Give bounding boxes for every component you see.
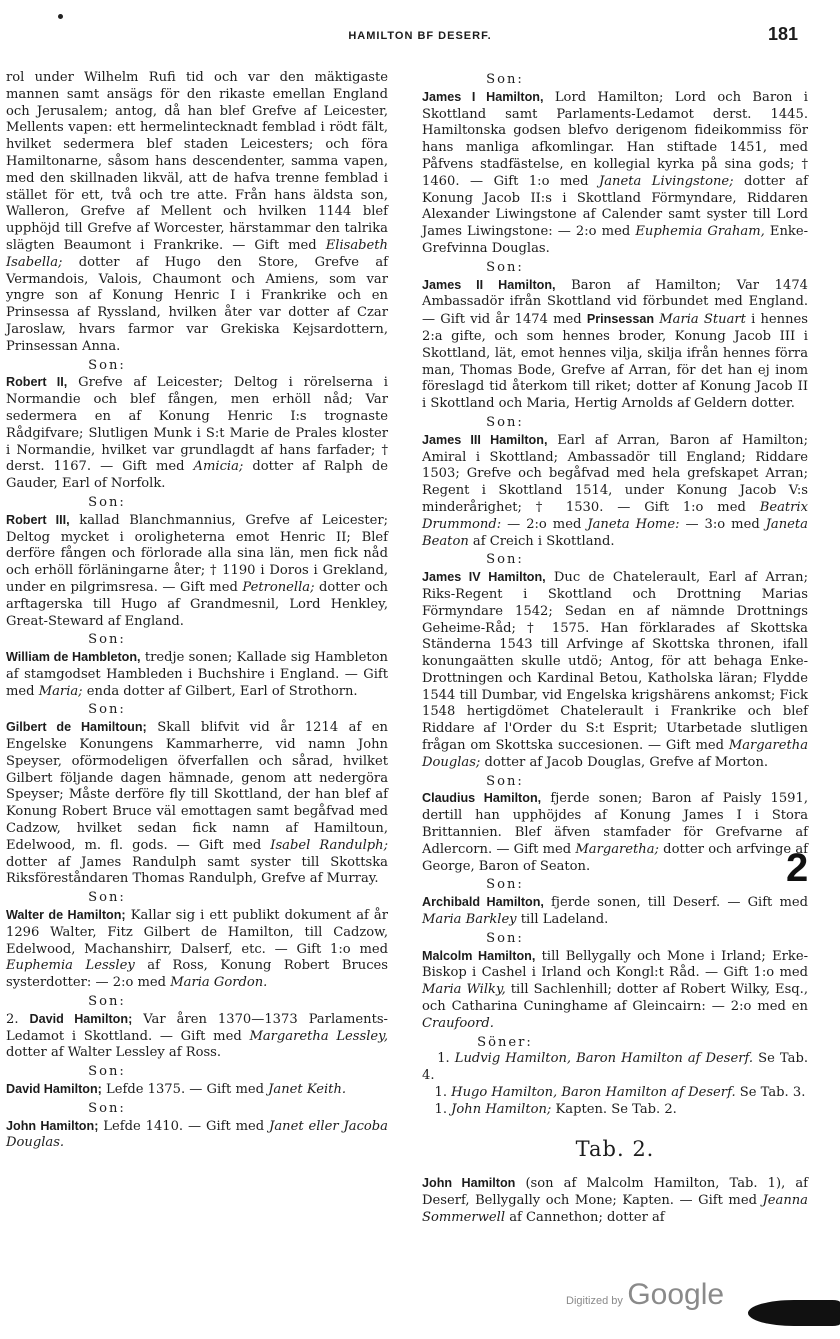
person-name: James II Hamilton,: [422, 277, 556, 292]
son-label: Son:: [88, 1064, 126, 1080]
person-name: David Hamilton;: [29, 1011, 133, 1026]
son-label: Son:: [88, 994, 126, 1010]
person-name: Gilbert de Hamiltoun;: [6, 720, 147, 735]
left-entry: William de Hambleton, tredje sonen; Kallade sig Hambleton af stamgodset Hambleden i Buchshire i England. — Gift med Maria; enda dotter af Gilbert, Earl of Strothorn.: [6, 650, 388, 699]
son-label: Son:: [486, 259, 524, 275]
person-name: Archibald Hamilton,: [422, 895, 544, 910]
left-entry: David Hamilton; Lefde 1375. — Gift med Janet Keith.: [6, 1082, 347, 1098]
left-entry: Walter de Hamilton; Kallar sig i ett publikt dokument af år 1296 Walter, Fitz Gilbert de Hamilton, till Cadzow, Edelwood, Machanshirr, Dalserf, etc. — Gift 1:o med Euphemia Lessley af Ross, Konung Robert Bruces systerdotter: — 2:o med Maria Gordon.: [6, 908, 388, 991]
spouse-name: Euphemia Graham,: [635, 224, 765, 240]
spouse-name: Maria Stuart: [659, 312, 746, 328]
spouse-name: Maria Gordon.: [170, 975, 268, 991]
person-name: James I Hamilton,: [422, 89, 544, 104]
person-name: James III Hamilton,: [422, 432, 548, 447]
son-label: Son:: [486, 773, 524, 789]
spouse-name: Craufoord.: [422, 1015, 494, 1031]
spouse-name: Isabel Randulph;: [270, 837, 388, 853]
left-entry: 2. David Hamilton; Var åren 1370—1373 Parlaments-Ledamot i Skottland. — Gift med Margaretha Lessley, dotter af Walter Lessley af Ross.: [6, 1011, 388, 1061]
person-name: John Hamilton: [422, 1176, 516, 1191]
spouse-name: Ludvig Hamilton, Baron Hamilton af Deserf.: [454, 1051, 754, 1067]
digitized-by-label: Digitized by: [566, 1295, 623, 1307]
person-name: Malcolm Hamilton,: [422, 948, 536, 963]
person-name: David Hamilton;: [6, 1082, 102, 1097]
spouse-name: Hugo Hamilton, Baron Hamilton af Deserf.: [451, 1085, 736, 1101]
spouse-name: Jeanna Sommerwell: [422, 1193, 808, 1225]
left-entry: Robert III, kallad Blanchmannius, Grefve af Leicester; Deltog mycket i oroligheterna emot Henric II; Blef derföre fången och förlorade alla sina län, men fick nåd och erhöll förläningarne åter; † 1190 i Doros i Grekland, under en pilgrimsresa. — Gift med Petronella; dotter och arftagerska till Hugo af Grandmesnil, Lord Henkley, Great-Steward af England.: [6, 512, 389, 629]
running-head: HAMILTON BF DESERF.: [348, 30, 492, 42]
left-column: [6, 70, 388, 1152]
left-entry: Gilbert de Hamiltoun; Skall blifvit vid år 1214 af en Engelske Konungens Kammarherre, vid namn John Speyser, oförmodeligen öfverfallen och sårad, hvilket Gilbert följande dagen hämnade, genom att nedergöra Speyser; Måste derföre fly till Skottland, der han blef af Konung Robert Bruce väl emottagen samt begåfvad med Cadzow, hvilket sedan fick namn af Hamiltoun, Edelwood, m. fl. gods. — Gift med Isabel Randulph; dotter af James Randulph samt syster till Skottska Riksföreståndaren Thomas Randulph, Grefve af Murray.: [6, 720, 388, 887]
son-label: Söner:: [477, 1034, 533, 1050]
son-label: Son:: [88, 632, 126, 648]
spouse-name: Beatrix Drummond:: [422, 499, 808, 532]
right-entry: James IV Hamilton, Duc de Chatelerault, Earl af Arran; Riks-Regent i Skottland och Drottning Marias Förmyndare 1542; Sedan en af nämnde Drottnings Geheime-Råd; † 1575. Han förklarades af Skottska Ständerna 1543 till Arfvinge af Skottska thronen, ifall konungaätten skulle utdö; Antog, för att behaga Enke-Drottningen och Kardinal Betou, Katholska läran; Flydde 1544 till Dumbar, vid Engelska krigshärens ankomst; Fick 1548 hertigdömet Chatelerault i Frankrike och blef Riddare af l'Order du S:t Esprit; Utarbetade slutligen frågan om Skottska succesionen. — Gift med Margaretha Douglas; dotter af Jacob Douglas, Grefve af Morton.: [422, 570, 808, 770]
person-name: William de Hambleton,: [6, 650, 141, 665]
spouse-name: Janet Keith.: [268, 1082, 347, 1098]
right-entry: 1. Ludvig Hamilton, Baron Hamilton af Deserf. Se Tab. 4.: [422, 1051, 808, 1084]
spouse-name: Maria Wilky,: [422, 982, 506, 998]
person-name: Robert II,: [6, 375, 68, 390]
spouse-name: Elisabeth Isabella;: [6, 237, 388, 270]
spouse-name: Janeta Beaton: [422, 516, 808, 549]
right-entry: Archibald Hamilton, fjerde sonen, till Deserf. — Gift med Maria Barkley till Ladeland.: [422, 895, 808, 928]
spouse-name: Janet eller Jacoba Douglas.: [6, 1118, 388, 1151]
left-entry: John Hamilton; Lefde 1410. — Gift med Janet eller Jacoba Douglas.: [6, 1118, 388, 1151]
person-name: John Hamilton;: [6, 1118, 99, 1133]
google-watermark: [566, 1278, 724, 1312]
spouse-name: Lessley,: [336, 1028, 388, 1044]
google-logo: Google: [627, 1278, 725, 1311]
person-name: Prinsessan: [586, 312, 655, 327]
son-label: Son:: [486, 72, 524, 87]
person-name: James IV Hamilton,: [422, 570, 546, 585]
right-entry: John Hamilton (son af Malcolm Hamilton, Tab. 1), af Deserf, Bellygally och Mone; Kapten. — Gift med Jeanna Sommerwell af Cannethon; dotter af: [422, 1176, 808, 1225]
left-entry: Robert II, Grefve af Leicester; Deltog i rörelserna i Normandie och blef fången, men erhöll nåd; Var sedermera en af Konung Henric I:s trognaste Rådgifvare; Slutligen Munk i S:t Marie de Prales kloster i Normandie, hvilket var grundlagdt af hans farfader; † derst. 1167. — Gift med Amicia; dotter af Ralph de Gauder, Earl of Norfolk.: [6, 375, 388, 492]
son-label: Son:: [486, 930, 524, 946]
spouse-name: John Hamilton;: [451, 1101, 552, 1117]
spouse-name: Margaretha Douglas;: [422, 738, 808, 770]
ink-dot: [58, 14, 63, 19]
son-label: Son:: [88, 890, 126, 906]
right-column: [422, 70, 808, 1227]
person-name: Walter de Hamilton;: [6, 908, 126, 923]
right-entry: James III Hamilton, Earl af Arran, Baron af Hamilton; Amiral i Skottland; Ambassadör till England; Riddare 1503; Grefve och begåfvad med hela grefskapet Arran; Regent i Skottland 1514, under Konung Jacob V:s minderårighet; † 1530. — Gift 1:o med Beatrix Drummond: — 2:o med Janeta Home: — 3:o med Janeta Beaton af Creich i Skottland.: [422, 432, 808, 549]
right-entry: Claudius Hamilton, fjerde sonen; Baron af Paisly 1591, dertill han upphöjdes af Konung James I i Stora Brittannien. Blef äfven stamfader för Grefvarne af Adlercorn. — Gift med Margaretha; dotter och arfvinge af George, Baron of Seaton.: [422, 791, 808, 874]
right-entry: 1. John Hamilton; Kapten. Se Tab. 2.: [422, 1101, 677, 1117]
son-label: Son:: [88, 494, 126, 510]
person-name: Claudius Hamilton,: [422, 791, 542, 806]
right-entry: James II Hamilton, Baron af Hamilton; Var 1474 Ambassadör ifrån Skottland vid förbundet med England. — Gift vid år 1474 med Prinsessan Maria Stuart i hennes 2:a gifte, och som hennes broder, Konung Jacob III i Skottland, lät, emot hennes vilja, skilja ifrån hennes förra man, Thomas Bode, Grefve af Arran, för det han ej inom föreslagd tid återkom till riket; dotter af Konung Jacob II i Skottland och Maria, Hertig Arnolds af Geldern dotter.: [422, 277, 808, 412]
son-label: Son:: [486, 552, 524, 568]
son-label: Son:: [88, 702, 126, 718]
son-label: Son:: [88, 357, 126, 373]
spouse-name: Maria;: [38, 683, 83, 699]
son-label: Son:: [486, 877, 524, 893]
right-entry: 1. Hugo Hamilton, Baron Hamilton af Deserf. Se Tab. 3.: [422, 1085, 806, 1101]
spouse-name: Petronella;: [242, 579, 315, 595]
handwritten-margin-mark: 2: [786, 846, 809, 890]
page-number: 181: [767, 24, 798, 44]
spouse-name: Amicia;: [193, 459, 244, 475]
right-entry: Malcolm Hamilton, till Bellygally och Mone i Irland; Erke-Biskop i Cashel i Irland och Kongl:t Råd. — Gift 1:o med Maria Wilky, till Sachlenhill; dotter af Robert Wilky, Esq., och Catharina Cuninghame af Gleincairn: — 2:o med en Craufoord.: [422, 948, 808, 1031]
son-label: Son:: [88, 1100, 126, 1116]
table-heading: Tab. 2.: [575, 1136, 655, 1161]
right-entry: James I Hamilton, Lord Hamilton; Lord och Baron i Skottland samt Parlaments-Ledamot derst. 1445. Hamiltonska godsen blefvo derigenom fideikommiss för hans manliga afkomlingar. Han stiftade 1451, med Påfvens stadfästelse, en kollegial kyrka på sina gods; † 1460. — Gift 1:o med Janeta Livingstone; dotter af Konung Jacob II:s i Skottland Förmyndare, Riddaren Alexander Liwingstone af Calender samt syster till Lord James Liwingstone: — 2:o med Euphemia Graham, Enke-Grefvinna Douglas.: [422, 89, 808, 256]
spouse-name: Margaretha: [249, 1028, 329, 1044]
person-name: Robert III,: [6, 512, 70, 527]
spouse-name: Janeta Livingstone;: [599, 173, 734, 189]
son-label: Son:: [486, 414, 524, 430]
spouse-name: Margaretha;: [575, 841, 659, 857]
scan-smudge: [748, 1300, 840, 1326]
spouse-name: Maria Barkley: [422, 912, 517, 928]
spouse-name: Euphemia Lessley: [6, 958, 135, 974]
spouse-name: Janeta Home:: [587, 516, 680, 532]
left-entry: rol under Wilhelm Rufi tid och var den mäktigaste mannen samt ansägs för den rikaste emellan England och Jerusalem; antog, då han blef Grefve af Leicester, Mellents vapen: ett hermelintecknadt femblad i rödt fält, hvilket sedermera blef staden Leicesters; och föra Hamiltonarne, såsom hans descendenter, samma vapen, med den skillnaden likväl, att de hafva trenne femblad i stället för ett, två och tre atte. Från hans äldsta son, Walleron, Grefve af Mellent och hvilken 1144 blef upphöjd till Grefve af Worcester, härstammar den talrika slägten Beaumont i Frankrike. — Gift med Elisabeth Isabella; dotter af Hugo den Store, Grefve af Vermandois, Valois, Chaumont och Amiens, som var yngre son af Konung Henric I i Frankrike och en Prinsessa af Ryssland, hvilken åter var dotter af Czar Jaroslaw, hvars farmor var Grekiska Kejsardottern, Prinsessan Anna.: [6, 70, 388, 354]
